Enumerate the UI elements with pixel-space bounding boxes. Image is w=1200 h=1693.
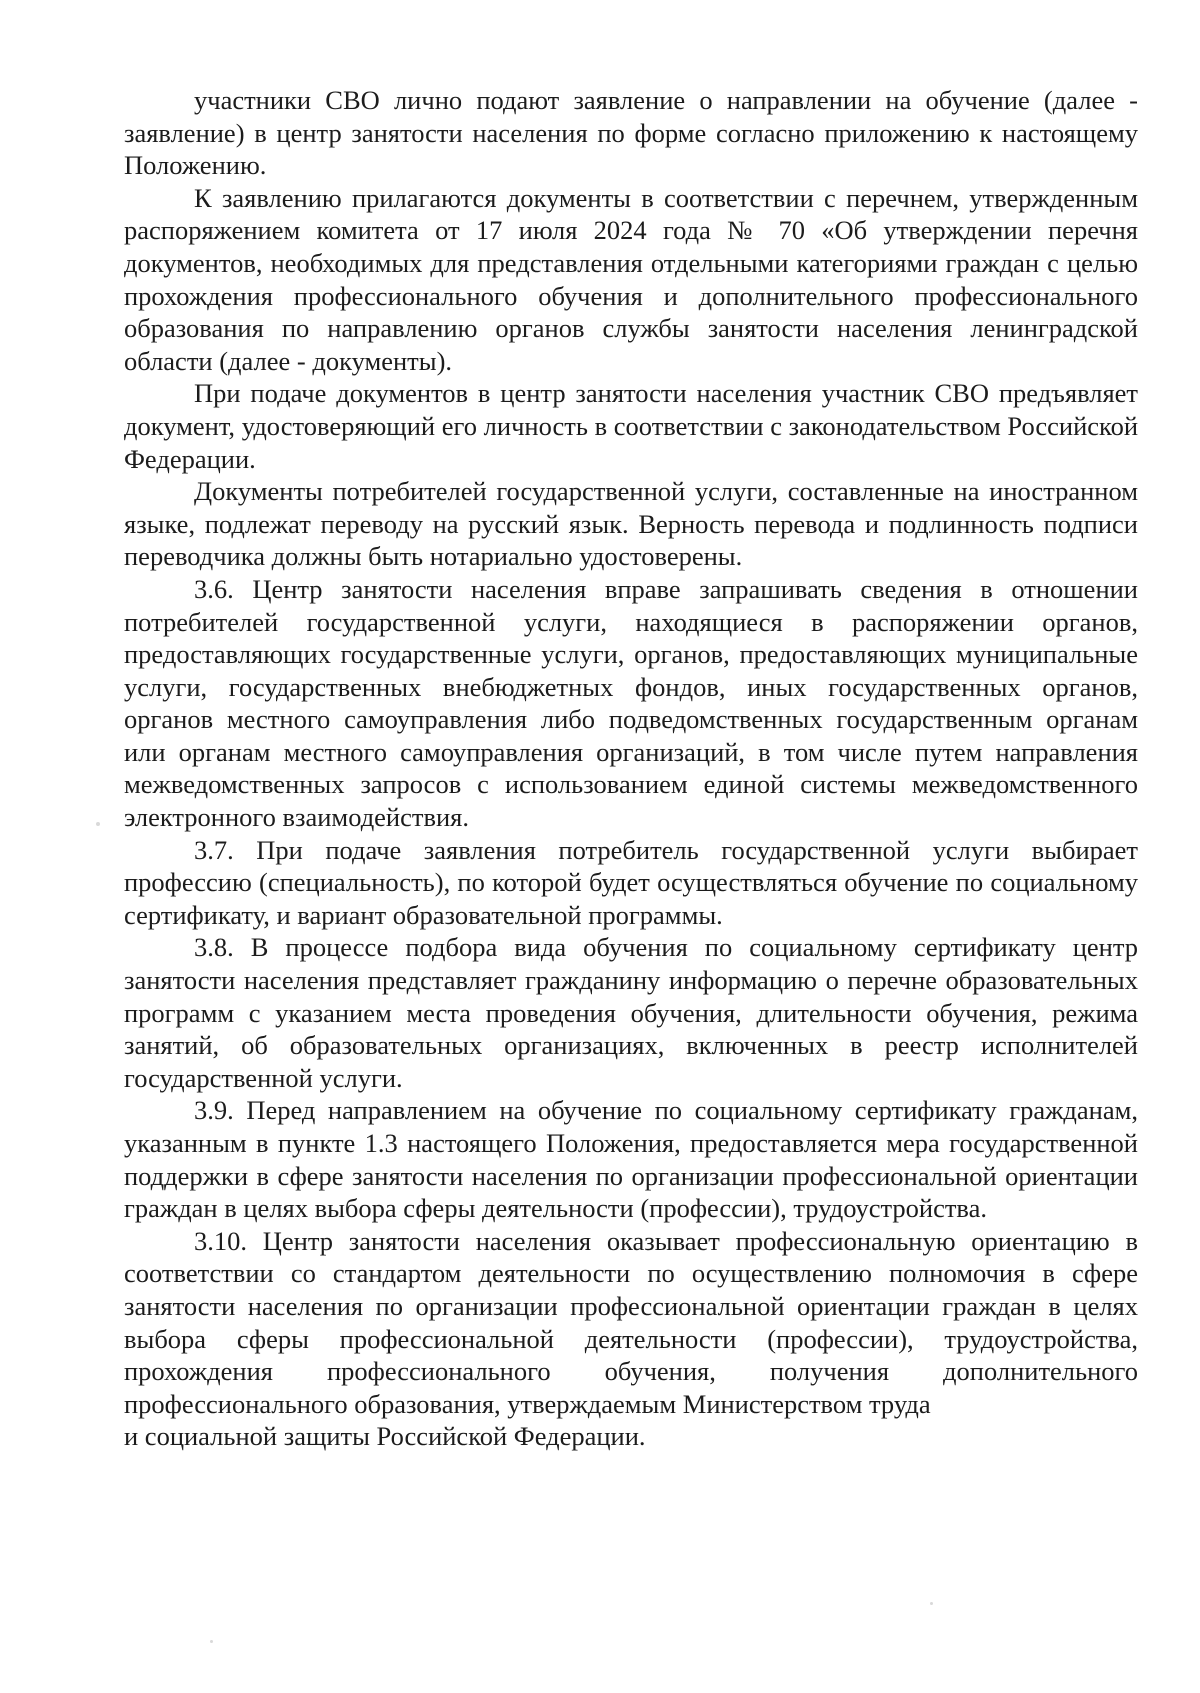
scan-speck <box>210 1640 213 1643</box>
paragraph-attached-documents: К заявлению прилагаются документы в соответствии с перечнем, утвержденным распоряжением комитета от 17 июля 2024 года № 70 «Об утверждении перечня документов, необходимых для представления отдельными категориями граждан с целью прохождения профессионального обучения и дополнительного профессионального образования по направлению органов службы занятости населения ленинградской области (далее - документы). <box>124 182 1138 376</box>
scan-speck <box>930 1602 933 1605</box>
paragraph-identity-document: При подаче документов в центр занятости населения участник СВО предъявляет документ, удостоверяющий его личность в соответствии с законодательством Российской Федерации. <box>124 378 1138 474</box>
paragraph-3-10-continuation: и социальной защиты Российской Федерации. <box>124 1421 646 1452</box>
paragraph-3-10: 3.10. Центр занятости населения оказывает профессиональную ориентацию в соответствии со стандартом деятельности по осуществлению полномочия в сфере занятости населения по организации профессиональной ориентации граждан в целях выбора сферы профессиональной деятельности (профессии), трудоустройства, прохождения профессионального обучения, получения дополнительного профессионального образования, утверждаемым Министерством труда <box>124 1225 1138 1419</box>
paragraph-3-8: 3.8. В процессе подбора вида обучения по социальному сертификату центр занятости населения представляет гражданину информацию о перечне образовательных программ с указанием места проведения обучения, длительности обучения, режима занятий, об образовательных организациях, включенных в реестр исполнителей государственной услуги. <box>124 932 1138 1093</box>
paragraph-3-9: 3.9. Перед направлением на обучение по социальному сертификату гражданам, указанным в пункте 1.3 настоящего Положения, предоставляется мера государственной поддержки в сфере занятости населения по организации профессиональной ориентации граждан в целях выбора сферы деятельности (профессии), трудоустройства. <box>124 1095 1138 1224</box>
paragraph-3-6: 3.6. Центр занятости населения вправе запрашивать сведения в отношении потребителей государственной услуги, находящиеся в распоряжении органов, предоставляющих государственные услуги, органов, предоставляющих муниципальные услуги, государственных внебюджетных фондов, иных государственных органов, органов местного самоуправления либо подведомственных государственным органам или органам местного самоуправления организаций, в том числе путем направления межведомственных запросов с использованием единой системы межведомственного электронного взаимодействия. <box>124 573 1138 833</box>
paragraph-foreign-language-documents: Документы потребителей государственной услуги, составленные на иностранном языке, подлежат переводу на русский язык. Верность перевода и подлинность подписи переводчика должны быть нотариально удостоверены. <box>124 476 1138 572</box>
paragraph-application-submission: участники СВО лично подают заявление о направлении на обучение (далее - заявление) в центр занятости населения по форме согласно приложению к настоящему Положению. <box>124 85 1138 181</box>
paragraph-3-7: 3.7. При подаче заявления потребитель государственной услуги выбирает профессию (специальность), по которой будет осуществляться обучение по социальному сертификату, и вариант образовательной программы. <box>124 834 1138 930</box>
document-page <box>124 84 1138 1453</box>
scan-speck <box>96 822 100 826</box>
